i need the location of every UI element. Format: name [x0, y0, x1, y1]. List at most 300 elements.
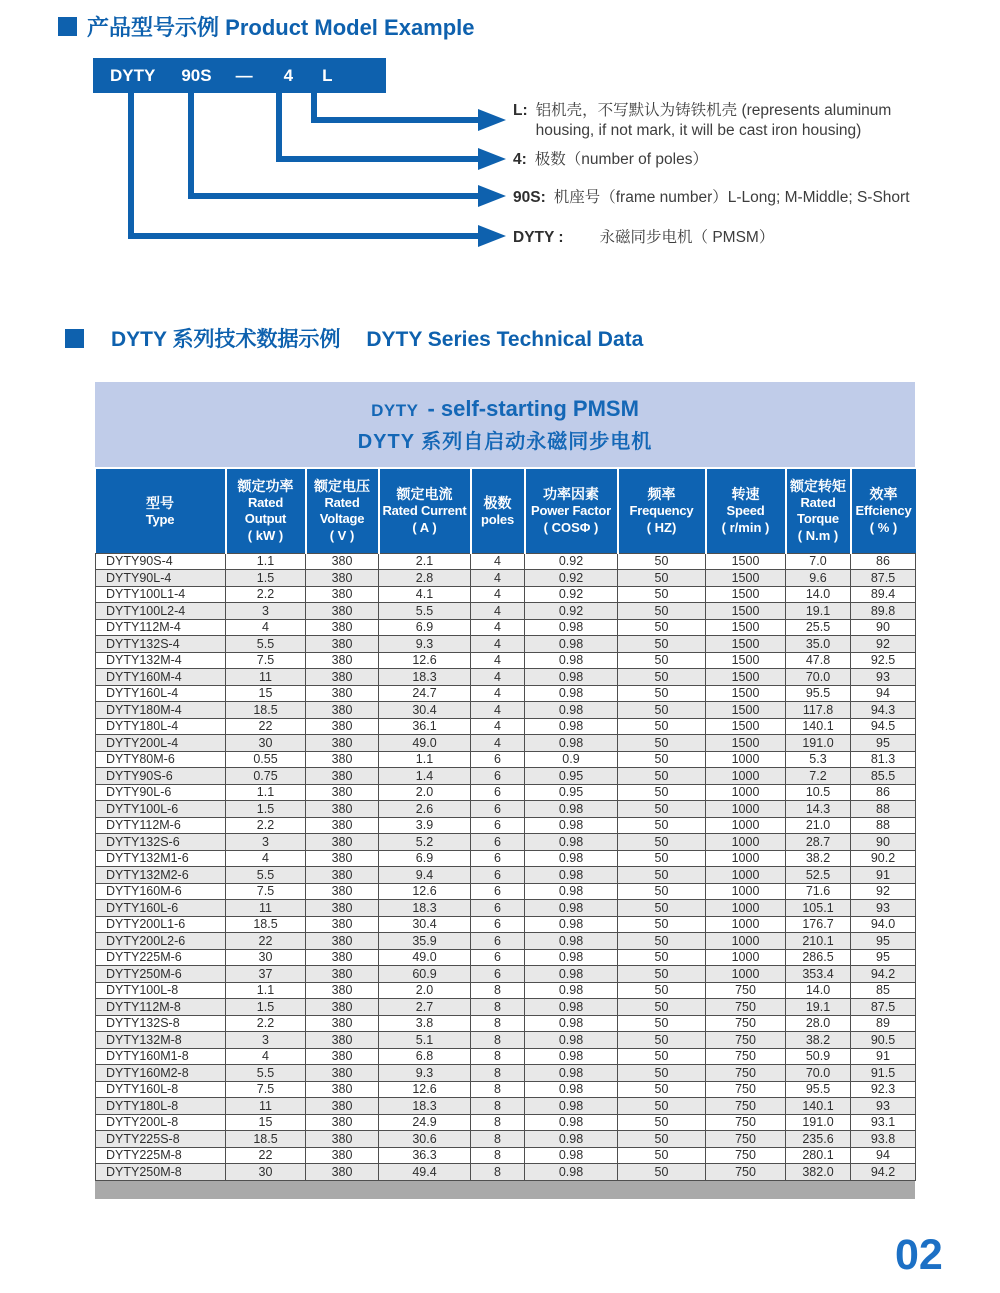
- table-cell: 90.5: [851, 1032, 916, 1049]
- table-cell: 1500: [706, 718, 786, 735]
- table-row: [96, 570, 916, 587]
- table-row: [96, 735, 916, 752]
- cell-type: DYTY90L-6: [96, 784, 226, 801]
- table-cell: 0.9: [525, 751, 618, 768]
- cell-type: DYTY160M1-8: [96, 1048, 226, 1065]
- table-cell: 14.0: [786, 586, 851, 603]
- banner-subtitle-zh: DYTY 系列自启动永磁同步电机: [357, 430, 653, 453]
- table-cell: 95: [851, 933, 916, 950]
- table-cell: 50: [618, 652, 706, 669]
- table-cell: 90: [851, 619, 916, 636]
- table-cell: 8: [471, 999, 525, 1016]
- connector-vline-4: [276, 93, 282, 162]
- column-header: 额定功率 Rated Output ( kW ): [226, 468, 306, 553]
- table-cell: 0.98: [525, 949, 618, 966]
- table-cell: 12.6: [379, 883, 471, 900]
- table-cell: 750: [706, 1164, 786, 1181]
- table-cell: 22: [226, 1147, 306, 1164]
- table-cell: 50: [618, 768, 706, 785]
- table-cell: 28.7: [786, 834, 851, 851]
- table-cell: 105.1: [786, 900, 851, 917]
- table-cell: 38.2: [786, 1032, 851, 1049]
- table-cell: 380: [306, 1065, 379, 1082]
- table-cell: 92: [851, 636, 916, 653]
- table-cell: 11: [226, 900, 306, 917]
- table-cell: 91.5: [851, 1065, 916, 1082]
- cell-type: DYTY100L-6: [96, 801, 226, 818]
- connector-hline-dyty: [128, 233, 478, 239]
- cell-type: DYTY160L-6: [96, 900, 226, 917]
- column-header: 转速 Speed ( r/min ): [706, 468, 786, 553]
- table-cell: 1500: [706, 586, 786, 603]
- table-cell: 0.95: [525, 784, 618, 801]
- table-cell: 37: [226, 966, 306, 983]
- table-cell: 50: [618, 553, 706, 570]
- table-cell: 0.95: [525, 768, 618, 785]
- table-cell: 50: [618, 1065, 706, 1082]
- table-cell: 88: [851, 801, 916, 818]
- table-cell: 50: [618, 718, 706, 735]
- table-cell: 93.1: [851, 1114, 916, 1131]
- table-cell: 380: [306, 966, 379, 983]
- table-cell: 4: [471, 735, 525, 752]
- table-cell: 0.98: [525, 801, 618, 818]
- table-cell: 8: [471, 1098, 525, 1115]
- table-cell: 5.2: [379, 834, 471, 851]
- table-row: [96, 817, 916, 834]
- section-title-zh: DYTY 系列技术数据示例: [111, 328, 341, 351]
- table-cell: 4: [471, 636, 525, 653]
- table-row: [96, 1147, 916, 1164]
- arrow-right-icon: [478, 109, 506, 131]
- table-cell: 3.8: [379, 1015, 471, 1032]
- table-cell: 18.5: [226, 1131, 306, 1148]
- table-cell: 4: [471, 685, 525, 702]
- table-cell: 30: [226, 949, 306, 966]
- table-cell: 750: [706, 1048, 786, 1065]
- table-cell: 4: [226, 850, 306, 867]
- table-cell: 19.1: [786, 603, 851, 620]
- connector-hline-90s: [188, 193, 478, 199]
- table-cell: 7.0: [786, 553, 851, 570]
- table-row: [96, 768, 916, 785]
- table-row: [96, 652, 916, 669]
- connector-vline-dyty: [128, 93, 134, 239]
- table-cell: 94: [851, 1147, 916, 1164]
- table-cell: 81.3: [851, 751, 916, 768]
- table-cell: 94.2: [851, 966, 916, 983]
- table-cell: 750: [706, 999, 786, 1016]
- table-cell: 380: [306, 1131, 379, 1148]
- table-cell: 50: [618, 685, 706, 702]
- table-cell: 1000: [706, 916, 786, 933]
- table-cell: 1500: [706, 685, 786, 702]
- table-cell: 191.0: [786, 1114, 851, 1131]
- table-cell: 0.98: [525, 718, 618, 735]
- table-cell: 0.98: [525, 1015, 618, 1032]
- table-cell: 5.3: [786, 751, 851, 768]
- cell-type: DYTY225S-8: [96, 1131, 226, 1148]
- cell-type: DYTY160M-4: [96, 669, 226, 686]
- table-cell: 5.5: [226, 867, 306, 884]
- table-cell: 70.0: [786, 1065, 851, 1082]
- table-cell: 4: [471, 553, 525, 570]
- table-cell: 750: [706, 982, 786, 999]
- table-cell: 5.1: [379, 1032, 471, 1049]
- table-cell: 50: [618, 784, 706, 801]
- table-cell: 1000: [706, 768, 786, 785]
- table-row: [96, 1131, 916, 1148]
- table-cell: 0.98: [525, 685, 618, 702]
- section-title-en: DYTY Series Technical Data: [366, 328, 644, 351]
- table-cell: 50: [618, 949, 706, 966]
- table-cell: 90.2: [851, 850, 916, 867]
- table-cell: 0.98: [525, 1164, 618, 1181]
- page-number: 02: [895, 1231, 943, 1279]
- annotation-housing: [513, 101, 928, 141]
- table-cell: 1.5: [226, 801, 306, 818]
- table-body: [96, 553, 916, 1180]
- table-cell: 1500: [706, 570, 786, 587]
- column-header: 功率因素 Power Factor ( COSΦ ): [525, 468, 618, 553]
- table-cell: 5.5: [226, 1065, 306, 1082]
- table-cell: 1500: [706, 636, 786, 653]
- table-cell: 85.5: [851, 768, 916, 785]
- table-cell: 86: [851, 553, 916, 570]
- table-cell: 7.2: [786, 768, 851, 785]
- cell-type: DYTY132M2-6: [96, 867, 226, 884]
- table-cell: 750: [706, 1032, 786, 1049]
- table-cell: 210.1: [786, 933, 851, 950]
- table-cell: 380: [306, 1015, 379, 1032]
- table-row: [96, 933, 916, 950]
- table-cell: 2.1: [379, 553, 471, 570]
- table-cell: 49.0: [379, 949, 471, 966]
- table-cell: 140.1: [786, 718, 851, 735]
- section-title-product-model: [58, 11, 475, 42]
- table-cell: 0.98: [525, 850, 618, 867]
- table-cell: 18.3: [379, 1098, 471, 1115]
- cell-type: DYTY180M-4: [96, 702, 226, 719]
- table-cell: 91: [851, 1048, 916, 1065]
- table-cell: 2.7: [379, 999, 471, 1016]
- table-cell: 1500: [706, 735, 786, 752]
- annotation-key: DYTY :: [513, 229, 564, 246]
- table-cell: 286.5: [786, 949, 851, 966]
- table-cell: 235.6: [786, 1131, 851, 1148]
- model-number-box: [93, 58, 386, 93]
- section-title-text: [87, 11, 475, 42]
- table-cell: 30.4: [379, 702, 471, 719]
- table-cell: 7.5: [226, 652, 306, 669]
- table-row: [96, 718, 916, 735]
- model-part-series: DYTY: [110, 65, 156, 85]
- table-cell: 380: [306, 652, 379, 669]
- table-cell: 0.98: [525, 1114, 618, 1131]
- cell-type: DYTY250M-8: [96, 1164, 226, 1181]
- table-cell: 380: [306, 999, 379, 1016]
- table-row: [96, 553, 916, 570]
- table-cell: 1500: [706, 652, 786, 669]
- table-cell: 8: [471, 1032, 525, 1049]
- connector-hline-l: [311, 117, 478, 123]
- table-cell: 3: [226, 834, 306, 851]
- table-cell: 0.98: [525, 1131, 618, 1148]
- table-cell: 3: [226, 1032, 306, 1049]
- table-row: [96, 1015, 916, 1032]
- cell-type: DYTY90L-4: [96, 570, 226, 587]
- annotation-text: 铝机壳，不写默认为铸铁机壳 (represents aluminum housing, if not mark, it will be cast iron housing): [535, 102, 892, 140]
- table-cell: 750: [706, 1081, 786, 1098]
- table-cell: 380: [306, 982, 379, 999]
- table-row: [96, 685, 916, 702]
- cell-type: DYTY160M2-8: [96, 1065, 226, 1082]
- section-title-text: [111, 323, 643, 353]
- table-cell: 30.4: [379, 916, 471, 933]
- cell-type: DYTY112M-8: [96, 999, 226, 1016]
- model-part-poles: 4: [283, 65, 294, 85]
- table-cell: 93.8: [851, 1131, 916, 1148]
- table-cell: 8: [471, 1065, 525, 1082]
- table-cell: 1000: [706, 751, 786, 768]
- table-cell: 117.8: [786, 702, 851, 719]
- table-cell: 18.5: [226, 916, 306, 933]
- table-cell: 38.2: [786, 850, 851, 867]
- cell-type: DYTY100L1-4: [96, 586, 226, 603]
- table-row: [96, 801, 916, 818]
- table-cell: 0.75: [226, 768, 306, 785]
- table-cell: 92.5: [851, 652, 916, 669]
- cell-type: DYTY200L-8: [96, 1114, 226, 1131]
- table-cell: 90: [851, 834, 916, 851]
- table-cell: 380: [306, 834, 379, 851]
- table-cell: 94: [851, 685, 916, 702]
- table-row: [96, 1081, 916, 1098]
- table-cell: 15: [226, 1114, 306, 1131]
- table-cell: 380: [306, 850, 379, 867]
- table-cell: 2.2: [226, 1015, 306, 1032]
- table-cell: 0.98: [525, 883, 618, 900]
- table-cell: 89.8: [851, 603, 916, 620]
- table-cell: 92: [851, 883, 916, 900]
- table-cell: 95.5: [786, 685, 851, 702]
- table-cell: 1.1: [226, 553, 306, 570]
- table-cell: 380: [306, 586, 379, 603]
- table-cell: 18.3: [379, 900, 471, 917]
- table-cell: 750: [706, 1131, 786, 1148]
- table-cell: 14.0: [786, 982, 851, 999]
- table-cell: 1000: [706, 883, 786, 900]
- table-cell: 380: [306, 702, 379, 719]
- table-cell: 70.0: [786, 669, 851, 686]
- table-cell: 6: [471, 768, 525, 785]
- table-cell: 86: [851, 784, 916, 801]
- table-cell: 380: [306, 1032, 379, 1049]
- cell-type: DYTY132S-6: [96, 834, 226, 851]
- cell-type: DYTY250M-6: [96, 966, 226, 983]
- table-cell: 380: [306, 1048, 379, 1065]
- table-cell: 380: [306, 916, 379, 933]
- section-marker-square-icon: [65, 329, 84, 348]
- table-row: [96, 1032, 916, 1049]
- table-cell: 95.5: [786, 1081, 851, 1098]
- table-cell: 35.0: [786, 636, 851, 653]
- table-cell: 87.5: [851, 570, 916, 587]
- table-cell: 87.5: [851, 999, 916, 1016]
- section-title-zh: 产品型号示例: [87, 15, 220, 40]
- table-cell: 0.92: [525, 553, 618, 570]
- table-cell: 11: [226, 1098, 306, 1115]
- table-banner: [95, 382, 915, 467]
- table-row: [96, 916, 916, 933]
- table-cell: 380: [306, 768, 379, 785]
- table-cell: 4: [471, 586, 525, 603]
- table-cell: 0.98: [525, 982, 618, 999]
- table-cell: 1000: [706, 784, 786, 801]
- annotation-text: 极数（number of poles）: [534, 151, 708, 168]
- table-cell: 50: [618, 735, 706, 752]
- table-cell: 50: [618, 636, 706, 653]
- table-cell: 750: [706, 1114, 786, 1131]
- table-cell: 4: [471, 619, 525, 636]
- table-cell: 8: [471, 1114, 525, 1131]
- table-cell: 380: [306, 1081, 379, 1098]
- table-cell: 380: [306, 784, 379, 801]
- table-cell: 6.8: [379, 1048, 471, 1065]
- table-cell: 50: [618, 900, 706, 917]
- table-cell: 750: [706, 1065, 786, 1082]
- column-header: 极数 poles: [471, 468, 525, 553]
- table-cell: 0.98: [525, 619, 618, 636]
- table-cell: 50: [618, 850, 706, 867]
- cell-type: DYTY132M-8: [96, 1032, 226, 1049]
- table-cell: 7.5: [226, 883, 306, 900]
- table-cell: 24.9: [379, 1114, 471, 1131]
- table-cell: 12.6: [379, 1081, 471, 1098]
- table-cell: 6: [471, 883, 525, 900]
- table-cell: 85: [851, 982, 916, 999]
- table-cell: 380: [306, 900, 379, 917]
- table-cell: 60.9: [379, 966, 471, 983]
- section-marker-square-icon: [58, 17, 77, 36]
- table-cell: 50: [618, 1164, 706, 1181]
- cell-type: DYTY160M-6: [96, 883, 226, 900]
- table-cell: 0.98: [525, 1032, 618, 1049]
- table-cell: 1.5: [226, 999, 306, 1016]
- table-row: [96, 603, 916, 620]
- table-cell: 50: [618, 702, 706, 719]
- table-cell: 22: [226, 718, 306, 735]
- table-cell: 6: [471, 966, 525, 983]
- table-cell: 5.5: [379, 603, 471, 620]
- table-cell: 0.98: [525, 636, 618, 653]
- cell-type: DYTY112M-6: [96, 817, 226, 834]
- table-cell: 0.92: [525, 586, 618, 603]
- cell-type: DYTY160L-4: [96, 685, 226, 702]
- table-cell: 50: [618, 1131, 706, 1148]
- cell-type: DYTY200L-4: [96, 735, 226, 752]
- table-cell: 2.2: [226, 586, 306, 603]
- table-cell: 1000: [706, 834, 786, 851]
- table-cell: 380: [306, 669, 379, 686]
- table-cell: 36.3: [379, 1147, 471, 1164]
- table-cell: 47.8: [786, 652, 851, 669]
- motor-spec-table: [95, 467, 916, 1181]
- table-cell: 0.98: [525, 1098, 618, 1115]
- table-cell: 380: [306, 718, 379, 735]
- arrow-right-icon: [478, 185, 506, 207]
- table-cell: 6: [471, 933, 525, 950]
- table-cell: 18.5: [226, 702, 306, 719]
- table-cell: 0.98: [525, 669, 618, 686]
- table-cell: 380: [306, 867, 379, 884]
- table-cell: 1000: [706, 801, 786, 818]
- table-cell: 4: [226, 619, 306, 636]
- table-cell: 380: [306, 801, 379, 818]
- table-cell: 25.5: [786, 619, 851, 636]
- table-cell: 8: [471, 982, 525, 999]
- table-cell: 12.6: [379, 652, 471, 669]
- annotation-frame: [513, 188, 910, 208]
- connector-vline-90s: [188, 93, 194, 199]
- table-cell: 1000: [706, 949, 786, 966]
- table-row: [96, 1114, 916, 1131]
- table-cell: 11: [226, 669, 306, 686]
- model-part-housing: L: [322, 65, 333, 85]
- annotation-text: 机座号（frame number）L-Long; M-Middle; S-Short: [553, 189, 910, 206]
- table-cell: 280.1: [786, 1147, 851, 1164]
- table-row: [96, 883, 916, 900]
- table-row: [96, 586, 916, 603]
- table-cell: 0.98: [525, 652, 618, 669]
- table-cell: 50: [618, 1114, 706, 1131]
- cell-type: DYTY180L-8: [96, 1098, 226, 1115]
- connector-hline-4: [276, 156, 478, 162]
- table-cell: 3: [226, 603, 306, 620]
- table-cell: 36.1: [379, 718, 471, 735]
- table-cell: 380: [306, 619, 379, 636]
- table-cell: 50: [618, 916, 706, 933]
- table-cell: 95: [851, 735, 916, 752]
- cell-type: DYTY90S-4: [96, 553, 226, 570]
- table-cell: 52.5: [786, 867, 851, 884]
- table-cell: 94.3: [851, 702, 916, 719]
- table-cell: 93: [851, 1098, 916, 1115]
- column-header: 额定电流 Rated Current ( A ): [379, 468, 471, 553]
- column-header: 频率 Frequency ( HZ): [618, 468, 706, 553]
- cell-type: DYTY100L2-4: [96, 603, 226, 620]
- table-cell: 8: [471, 1015, 525, 1032]
- table-cell: 380: [306, 735, 379, 752]
- table-cell: 1500: [706, 669, 786, 686]
- annotation-series: [513, 228, 774, 248]
- cell-type: DYTY200L1-6: [96, 916, 226, 933]
- column-header: 额定转矩 Rated Torque ( N.m ): [786, 468, 851, 553]
- table-cell: 8: [471, 1147, 525, 1164]
- table-cell: 4: [471, 570, 525, 587]
- table-cell: 4: [471, 669, 525, 686]
- table-cell: 1000: [706, 817, 786, 834]
- table-cell: 380: [306, 1164, 379, 1181]
- table-cell: 1500: [706, 702, 786, 719]
- table-cell: 380: [306, 751, 379, 768]
- table-cell: 750: [706, 1098, 786, 1115]
- table-cell: 0.98: [525, 817, 618, 834]
- table-cell: 380: [306, 570, 379, 587]
- table-cell: 1.4: [379, 768, 471, 785]
- table-cell: 750: [706, 1015, 786, 1032]
- column-header: 效率 Effciency ( % ): [851, 468, 916, 553]
